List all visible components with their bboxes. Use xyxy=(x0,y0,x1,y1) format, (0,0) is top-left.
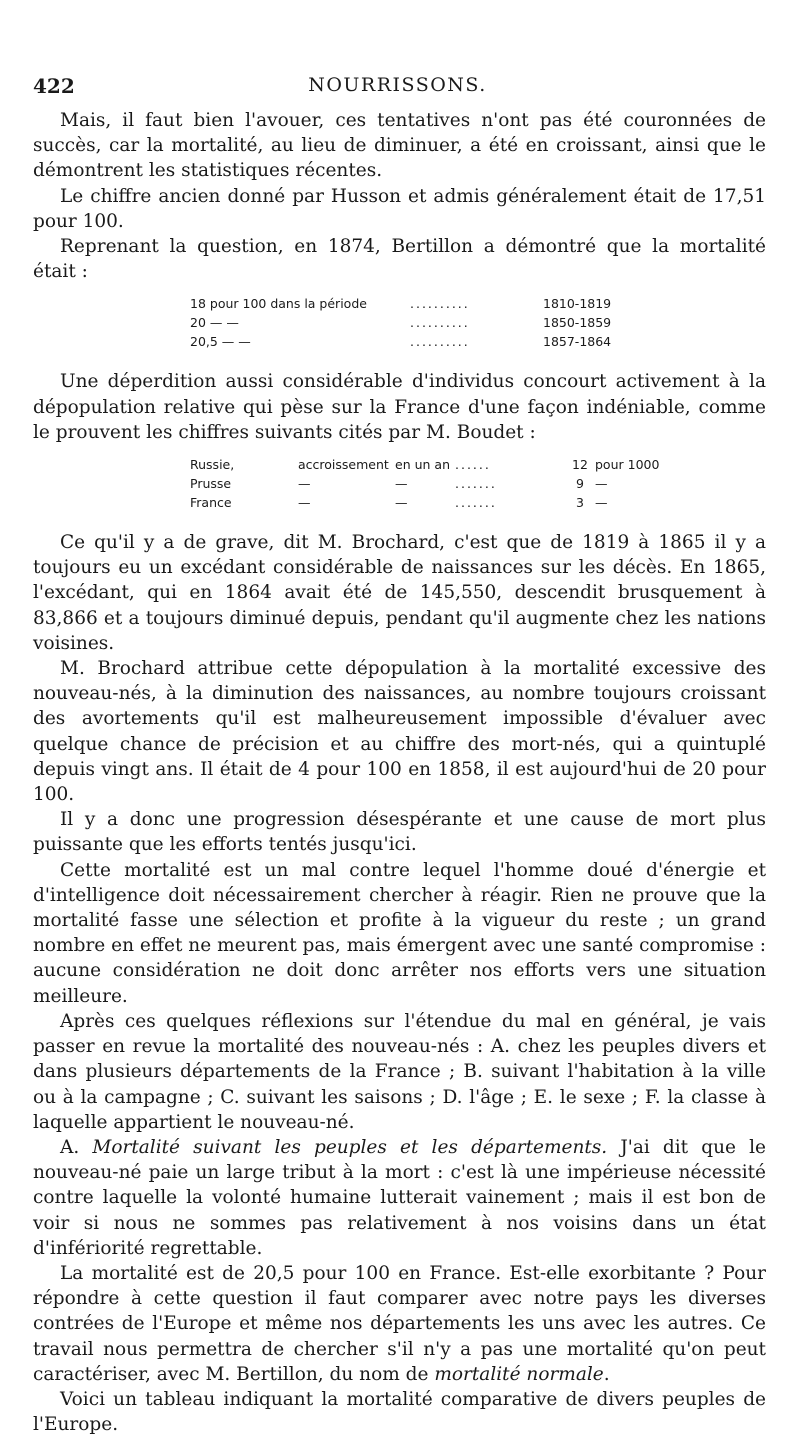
section-paragraph xyxy=(33,1135,766,1261)
table-row xyxy=(190,332,766,351)
unit-cell: — xyxy=(595,495,608,511)
value-cell: 9 xyxy=(576,476,584,492)
paragraph: Mais, il faut bien l'avouer, ces tentatives n'ont pas été couronnées de succès, car la mortalité, au lieu de diminuer, a été en croissant, ainsi que le démontrent les statistiques récentes. xyxy=(33,110,766,182)
suffix-cell: — xyxy=(395,495,408,511)
section-text: J'ai dit que le nouveau-né paie un large tribut à la mort : c'est là une impérieuse nécessité contre laquelle la volonté humaine lutterait vainement ; mais il est bon de voir si nous ne sommes pas relativement à nos voisins dans un état d'infériorité regrettable. xyxy=(33,1136,766,1259)
leader-dots: ....... xyxy=(455,476,497,492)
table-row xyxy=(190,493,766,512)
period-cell: 1810-1819 xyxy=(543,296,612,312)
table-row xyxy=(190,455,766,474)
paragraph: Cette mortalité est un mal contre lequel l'homme doué d'énergie et d'intelligence doit nécessairement chercher à réagir. Rien ne prouve que la mortalité fasse une sélection et profite à la vigueur du reste ; un grand nombre en effet ne meurent pas, mais émergent avec une santé compromise : aucune considération ne doit donc arrêter nos efforts vers une situation meilleure. xyxy=(33,859,766,1007)
population-growth-table xyxy=(33,455,766,512)
period-cell: 1857-1864 xyxy=(543,334,612,350)
page-number: 422 xyxy=(33,74,75,98)
section-heading: Mortalité suivant les peuples et les départements. xyxy=(92,1136,608,1158)
unit-cell: — xyxy=(595,476,608,492)
paragraph: M. Brochard attribue cette dépopulation à la mortalité excessive des nouveau-nés, à la diminution des naissances, au nombre toujours croissant des avortements qu'il est malheureusement impossible d'évaluer avec quelque chance de précision et au chiffre des mort-nés, qui a quintuplé depuis vingt ans. Il était de 4 pour 100 en 1858, il est aujourd'hui de 20 pour 100. xyxy=(33,658,766,806)
label-cell: accroissement xyxy=(298,457,389,473)
suffix-cell: en un an xyxy=(395,457,450,473)
leader-dots: ...... xyxy=(455,457,491,473)
paragraph: Ce qu'il y a de grave, dit M. Brochard, c'est que de 1819 à 1865 il y a toujours eu un excédant considérable de naissances sur les décès. En 1865, l'excédant, qui en 1864 avait été de 145,550, descendit brusquement à 83,866 et a toujours diminué depuis, pendant qu'il augmente chez les nations voisines. xyxy=(33,532,766,654)
leader-dots: ....... xyxy=(455,495,497,511)
table-row xyxy=(190,474,766,493)
label-cell: — xyxy=(298,476,311,492)
emphasized-term: mortalité normale xyxy=(434,1363,604,1385)
value-cell: 12 xyxy=(572,457,588,473)
paragraph-text: . xyxy=(603,1363,610,1385)
country-cell: Prusse xyxy=(190,476,232,492)
paragraph: Il y a donc une progression désespérante et une cause de mort plus puissante que les efforts tentés jusqu'ici. xyxy=(33,809,766,856)
mortality-period-table xyxy=(33,294,766,351)
running-title: NOURRISSONS. xyxy=(308,74,487,96)
unit-cell: pour 1000 xyxy=(595,457,660,473)
paragraph xyxy=(33,1261,766,1387)
section-letter: A. xyxy=(60,1136,80,1158)
rate-cell: 18 pour 100 dans la période xyxy=(190,296,367,312)
paragraph: Voici un tableau indiquant la mortalité comparative de divers peuples de l'Europe. xyxy=(33,1388,766,1436)
period-cell: 1850-1859 xyxy=(543,315,612,331)
paragraph: Après ces quelques réflexions sur l'étendue du mal en général, je vais passer en revue la mortalité des nouveau-nés : A. chez les peuples divers et dans plusieurs départements de la France ; B. suivant l'habitation à la ville ou à la campagne ; C. suivant les saisons ; D. l'âge ; E. le sexe ; F. la classe à laquelle appartient le nouveau-né. xyxy=(33,1010,766,1133)
country-cell: Russie, xyxy=(190,457,235,473)
rate-cell: 20,5 — — xyxy=(190,334,251,350)
table-row xyxy=(190,294,766,313)
paragraph: Le chiffre ancien donné par Husson et admis généralement était de 17,51 pour 100. xyxy=(33,185,766,232)
country-cell: France xyxy=(190,495,232,511)
paragraph-text: La mortalité est de 20,5 pour 100 en France. Est-elle exorbitante ? Pour répondre à cette question il faut comparer avec notre pays les diverses contrées de l'Europe et même nos départements les uns avec les autres. Ce travail nous permettra de chercher s'il n'y a pas une mortalité qu'on peut caractériser, avec M. Bertillon, du nom de xyxy=(33,1262,766,1385)
value-cell: 3 xyxy=(576,495,584,511)
paragraph: Une déperdition aussi considérable d'individus concourt activement à la dépopulation relative qui pèse sur la France d'une façon indéniable, comme le prouvent les chiffres suivants cités par M. Boudet : xyxy=(33,371,766,443)
rate-cell: 20 — — xyxy=(190,315,239,331)
suffix-cell: — xyxy=(395,476,408,492)
page-header xyxy=(33,74,762,104)
label-cell: — xyxy=(298,495,311,511)
leader-dots: .......... xyxy=(410,315,470,331)
leader-dots: .......... xyxy=(410,296,470,312)
page-body xyxy=(33,108,766,1437)
paragraph: Reprenant la question, en 1874, Bertillon a démontré que la mortalité était : xyxy=(33,236,766,283)
table-row xyxy=(190,313,766,332)
leader-dots: .......... xyxy=(410,334,470,350)
